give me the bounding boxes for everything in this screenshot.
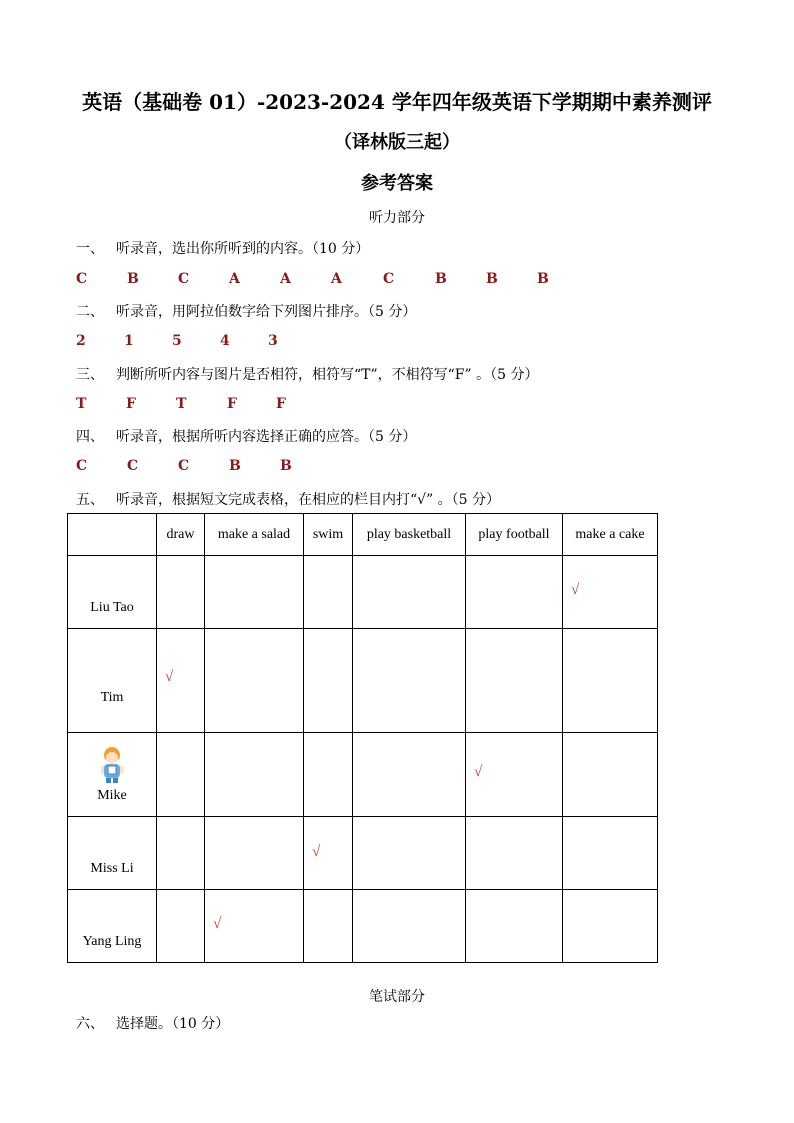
table-cell: [304, 556, 353, 629]
column-header: play basketball: [353, 514, 466, 556]
answer: B: [127, 271, 139, 287]
column-header: swim: [304, 514, 353, 556]
answer: A: [331, 271, 342, 287]
table-cell: [205, 556, 304, 629]
table-cell: [563, 733, 658, 817]
table-cell: [157, 733, 205, 817]
listening-section-heading: 听力部分: [369, 210, 425, 226]
check-mark: √: [474, 764, 483, 780]
answer: C: [383, 271, 395, 287]
empty-header-cell: [68, 514, 157, 556]
row-name: Tim: [68, 629, 157, 733]
column-header: make a cake: [563, 514, 658, 556]
question-number: 一、: [76, 241, 104, 257]
question-text: 听录音，用阿拉伯数字给下列图片排序。（5 分）: [116, 304, 417, 320]
table-cell: [205, 890, 304, 963]
question-2: [76, 301, 416, 321]
check-mark: √: [571, 582, 580, 598]
table-row: [68, 629, 658, 733]
answer: F: [227, 396, 237, 412]
table-cell: [563, 817, 658, 890]
answer: 1: [124, 333, 134, 349]
table-cell: [353, 890, 466, 963]
table-cell: [466, 890, 563, 963]
answer: C: [76, 271, 88, 287]
question-5: [76, 489, 500, 509]
column-header: make a salad: [205, 514, 304, 556]
check-mark: √: [213, 916, 222, 932]
answer: F: [126, 396, 136, 412]
answer: C: [178, 458, 190, 474]
answer: B: [280, 458, 292, 474]
writing-section-heading: 笔试部分: [369, 989, 425, 1005]
boy-avatar-icon: [99, 746, 125, 784]
answer: T: [76, 396, 87, 412]
table-cell: [563, 890, 658, 963]
table-cell: [304, 733, 353, 817]
table-cell: [353, 733, 466, 817]
question-text: 选择题。（10 分）: [116, 1016, 230, 1032]
answer: 2: [76, 333, 86, 349]
row-name-cell: [68, 733, 157, 817]
table-cell: [157, 890, 205, 963]
table-cell: [304, 629, 353, 733]
question-text: 判断所听内容与图片是否相符，相符写“T”，不相符写“F” 。（5 分）: [116, 367, 539, 383]
edition-label: （译林版三起）: [334, 132, 460, 153]
document-title: 英语（基础卷 01）-2023-2024 学年四年级英语下学期期中素养测评: [82, 90, 712, 114]
table-cell: [466, 629, 563, 733]
answer: C: [127, 458, 139, 474]
table-cell: [304, 890, 353, 963]
answer: T: [176, 396, 187, 412]
answer: B: [435, 271, 447, 287]
table-cell: [205, 733, 304, 817]
table-cell: [205, 817, 304, 890]
question-3: [76, 364, 539, 384]
answer: A: [229, 271, 240, 287]
table-cell: [563, 629, 658, 733]
answer: C: [76, 458, 88, 474]
answer: C: [178, 271, 190, 287]
table-cell: [353, 817, 466, 890]
row-name: Yang Ling: [68, 890, 157, 963]
question-text: 听录音，选出你所听到的内容。（10 分）: [116, 241, 370, 257]
table-cell: [157, 629, 205, 733]
question-number: 二、: [76, 304, 104, 320]
row-name: Liu Tao: [68, 556, 157, 629]
answer: 3: [268, 333, 278, 349]
column-header: draw: [157, 514, 205, 556]
table-row: [68, 817, 658, 890]
table-cell: [304, 817, 353, 890]
question-number: 五、: [76, 492, 104, 508]
question-text: 听录音，根据所听内容选择正确的应答。（5 分）: [116, 429, 417, 445]
question-number: 三、: [76, 367, 104, 383]
row-name: Miss Li: [68, 817, 157, 890]
check-mark: √: [312, 844, 321, 860]
table-cell: [466, 733, 563, 817]
answer: B: [229, 458, 241, 474]
question-1: [76, 238, 369, 258]
check-mark: √: [165, 669, 174, 685]
activity-table: [67, 513, 658, 963]
table-cell: [466, 817, 563, 890]
table-cell: [205, 629, 304, 733]
question-4: [76, 426, 416, 446]
row-name: Mike: [97, 788, 127, 803]
question-number: 四、: [76, 429, 104, 445]
table-cell: [563, 556, 658, 629]
table-cell: [157, 556, 205, 629]
answer: 5: [172, 333, 182, 349]
column-header: play football: [466, 514, 563, 556]
answer: A: [280, 271, 291, 287]
question-6: [76, 1013, 229, 1033]
answer: B: [537, 271, 549, 287]
table-cell: [353, 556, 466, 629]
table-row: [68, 733, 658, 817]
table-header-row: [68, 514, 658, 556]
answer: 4: [220, 333, 230, 349]
table-row: [68, 890, 658, 963]
question-text: 听录音，根据短文完成表格，在相应的栏目内打“√” 。（5 分）: [116, 492, 501, 508]
answer-key-heading: 参考答案: [361, 173, 433, 194]
answer: B: [486, 271, 498, 287]
question-number: 六、: [76, 1016, 104, 1032]
table-row: [68, 556, 658, 629]
answer: F: [276, 396, 286, 412]
table-cell: [466, 556, 563, 629]
table-cell: [157, 817, 205, 890]
table-cell: [353, 629, 466, 733]
